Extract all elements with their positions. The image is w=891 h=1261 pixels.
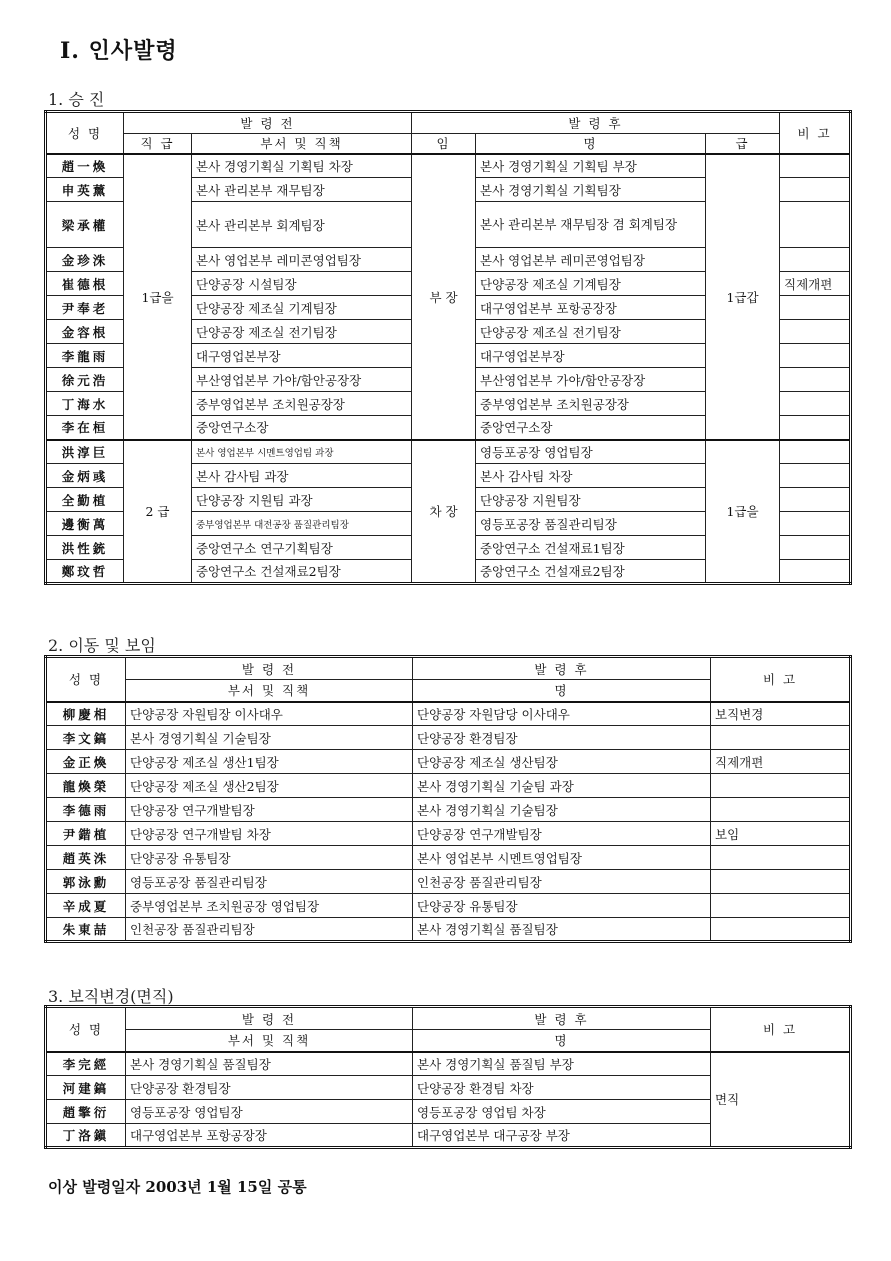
- note-cell: [711, 870, 851, 894]
- after-cell: 본사 영업본부 시멘트영업팀장: [413, 846, 711, 870]
- name-cell: 李在桓: [46, 416, 124, 440]
- note-cell: [780, 464, 851, 488]
- after-cell: 단양공장 제조실 생산팀장: [413, 750, 711, 774]
- name-cell: 洪淳巨: [46, 440, 124, 464]
- name-cell: 洪性銃: [46, 536, 124, 560]
- name-cell: 邊衡萬: [46, 512, 124, 536]
- name-cell: 尹奉老: [46, 296, 124, 320]
- note-cell: [780, 154, 851, 178]
- header-dept: 부서 및 직책: [192, 134, 412, 154]
- note-cell: [780, 512, 851, 536]
- name-cell: 鄭玟哲: [46, 560, 124, 584]
- header-after: 발 령 후: [413, 1007, 711, 1030]
- note-cell: [780, 488, 851, 512]
- note-cell: [780, 320, 851, 344]
- header-note: 비 고: [780, 112, 851, 154]
- table-row: [46, 774, 851, 798]
- before-cell: 인천공장 품질관리팀장: [126, 918, 413, 942]
- section-heading-change: 3. 보직변경(면직): [48, 987, 174, 1006]
- before-cell: 대구영업본부 포항공장장: [126, 1124, 413, 1148]
- note-cell: [780, 248, 851, 272]
- page-title: Ⅰ. 인사발령: [60, 38, 178, 64]
- note-cell: [780, 392, 851, 416]
- after-cell: 단양공장 연구개발팀장: [413, 822, 711, 846]
- header-dept: 부서 및 직책: [126, 680, 413, 702]
- name-cell: 全勤植: [46, 488, 124, 512]
- after-cell: 본사 경영기획실 품질팀장: [413, 918, 711, 942]
- header-note: 비 고: [711, 1007, 851, 1052]
- name-cell: 梁承權: [46, 202, 124, 248]
- name-cell: 柳慶相: [46, 702, 126, 726]
- before-cell: 본사 경영기획실 기술팀장: [126, 726, 413, 750]
- note-cell: [711, 774, 851, 798]
- note-cell: [780, 440, 851, 464]
- note-cell: [711, 726, 851, 750]
- note-cell: [711, 798, 851, 822]
- note-cell: [711, 846, 851, 870]
- name-cell: 朱東喆: [46, 918, 126, 942]
- before-cell: 본사 관리본부 회계팀장: [192, 202, 412, 248]
- note-cell: 보임: [711, 822, 851, 846]
- note-cell: [780, 560, 851, 584]
- table-row: [46, 894, 851, 918]
- name-cell: 李完經: [46, 1052, 126, 1076]
- name-cell: 申英薰: [46, 178, 124, 202]
- header-name: 성 명: [46, 112, 124, 154]
- after-cell: 본사 경영기획실 기획팀 부장: [476, 154, 706, 178]
- note-cell: 직제개편: [711, 750, 851, 774]
- header-note: 비 고: [711, 657, 851, 702]
- name-cell: 李文鎬: [46, 726, 126, 750]
- name-cell: 郭泳勳: [46, 870, 126, 894]
- name-cell: 河建鎬: [46, 1076, 126, 1100]
- table-row: [46, 702, 851, 726]
- before-cell: 중앙연구소 건설재료2팀장: [192, 560, 412, 584]
- before-cell: 본사 경영기획실 품질팀장: [126, 1052, 413, 1076]
- after-cell: 단양공장 제조실 기계팀장: [476, 272, 706, 296]
- after-cell: 단양공장 자원담당 이사대우: [413, 702, 711, 726]
- before-cell: 본사 감사팀 과장: [192, 464, 412, 488]
- note-cell: [711, 894, 851, 918]
- before-cell: 단양공장 유통팀장: [126, 846, 413, 870]
- note-cell: [780, 178, 851, 202]
- header-after: 발 령 후: [413, 657, 711, 680]
- grade-after-cell: 1급을: [706, 440, 780, 584]
- after-cell: 본사 관리본부 재무팀장 겸 회계팀장: [476, 202, 706, 248]
- table-row: [46, 750, 851, 774]
- after-cell: 중앙연구소 건설재료2팀장: [476, 560, 706, 584]
- name-cell: 徐元浩: [46, 368, 124, 392]
- header-name: 성 명: [46, 1007, 126, 1052]
- section-heading-promotion: 1. 승 진: [48, 90, 105, 109]
- after-cell: 본사 경영기획실 기술팀장: [413, 798, 711, 822]
- name-cell: 龍煥榮: [46, 774, 126, 798]
- table-row: [46, 870, 851, 894]
- table-row: [46, 918, 851, 942]
- before-cell: 단양공장 제조실 생산2팀장: [126, 774, 413, 798]
- header-grade: 직 급: [124, 134, 192, 154]
- header-before: 발 령 전: [126, 1007, 413, 1030]
- before-cell: 부산영업본부 가야/함안공장장: [192, 368, 412, 392]
- note-cell: [711, 918, 851, 942]
- after-cell: 대구영업본부 포항공장장: [476, 296, 706, 320]
- note-cell: [780, 536, 851, 560]
- before-cell: 대구영업본부장: [192, 344, 412, 368]
- before-cell: 중앙연구소 연구기획팀장: [192, 536, 412, 560]
- before-cell: 본사 영업본부 시멘트영업팀 과장: [192, 440, 412, 464]
- name-cell: 丁洛鎭: [46, 1124, 126, 1148]
- before-cell: 본사 관리본부 재무팀장: [192, 178, 412, 202]
- after-cell: 본사 감사팀 차장: [476, 464, 706, 488]
- before-cell: 본사 경영기획실 기획팀 차장: [192, 154, 412, 178]
- before-cell: 단양공장 연구개발팀 차장: [126, 822, 413, 846]
- header-post: 명: [476, 134, 706, 154]
- note-cell: 면직: [711, 1052, 851, 1148]
- name-cell: 尹鍇植: [46, 822, 126, 846]
- name-cell: 金正煥: [46, 750, 126, 774]
- before-cell: 영등포공장 영업팀장: [126, 1100, 413, 1124]
- before-cell: 영등포공장 품질관리팀장: [126, 870, 413, 894]
- name-cell: 金珍洙: [46, 248, 124, 272]
- after-cell: 본사 영업본부 레미콘영업팀장: [476, 248, 706, 272]
- table-row: [46, 726, 851, 750]
- grade-after-cell: 1급갑: [706, 154, 780, 440]
- name-cell: 崔德根: [46, 272, 124, 296]
- rank-cell: 차 장: [412, 440, 476, 584]
- before-cell: 단양공장 제조실 기계팀장: [192, 296, 412, 320]
- header-rank: 임: [412, 134, 476, 154]
- before-cell: 중부영업본부 조치원공장 영업팀장: [126, 894, 413, 918]
- before-cell: 단양공장 자원팀장 이사대우: [126, 702, 413, 726]
- footer-note: 이상 발령일자 2003년 1월 15일 공통: [48, 1178, 307, 1196]
- header-after: 발 령 후: [412, 112, 780, 134]
- note-cell: [780, 416, 851, 440]
- header-name: 성 명: [46, 657, 126, 702]
- before-cell: 중앙연구소장: [192, 416, 412, 440]
- name-cell: 辛成夏: [46, 894, 126, 918]
- name-cell: 趙一煥: [46, 154, 124, 178]
- before-cell: 중부영업본부 조치원공장장: [192, 392, 412, 416]
- name-cell: 趙擎衍: [46, 1100, 126, 1124]
- header-before: 발 령 전: [124, 112, 412, 134]
- before-cell: 단양공장 환경팀장: [126, 1076, 413, 1100]
- after-cell: 인천공장 품질관리팀장: [413, 870, 711, 894]
- before-cell: 단양공장 연구개발팀장: [126, 798, 413, 822]
- note-cell: [780, 202, 851, 248]
- before-cell: 단양공장 제조실 생산1팀장: [126, 750, 413, 774]
- after-cell: 본사 경영기획실 품질팀 부장: [413, 1052, 711, 1076]
- name-cell: 李德雨: [46, 798, 126, 822]
- table-row: [46, 822, 851, 846]
- after-cell: 영등포공장 영업팀장: [476, 440, 706, 464]
- after-cell: 본사 경영기획실 기술팀 과장: [413, 774, 711, 798]
- after-cell: 영등포공장 품질관리팀장: [476, 512, 706, 536]
- after-cell: 중부영업본부 조치원공장장: [476, 392, 706, 416]
- after-cell: 대구영업본부 대구공장 부장: [413, 1124, 711, 1148]
- after-cell: 단양공장 지원팀장: [476, 488, 706, 512]
- note-cell: 보직변경: [711, 702, 851, 726]
- note-cell: [780, 296, 851, 320]
- promotion-table: [44, 110, 852, 585]
- name-cell: 趙英洙: [46, 846, 126, 870]
- rank-cell: 부 장: [412, 154, 476, 440]
- after-cell: 단양공장 유통팀장: [413, 894, 711, 918]
- before-cell: 중부영업본부 대전공장 품질관리팀장: [192, 512, 412, 536]
- header-post: 명: [413, 1030, 711, 1052]
- after-cell: 단양공장 환경팀 차장: [413, 1076, 711, 1100]
- after-cell: 중앙연구소장: [476, 416, 706, 440]
- table-row: [46, 846, 851, 870]
- note-cell: [780, 344, 851, 368]
- after-cell: 중앙연구소 건설재료1팀장: [476, 536, 706, 560]
- note-cell: [780, 368, 851, 392]
- name-cell: 李龍雨: [46, 344, 124, 368]
- table-row: [46, 798, 851, 822]
- transfer-table: [44, 655, 852, 943]
- grade-cell: 2 급: [124, 440, 192, 584]
- name-cell: 丁海水: [46, 392, 124, 416]
- change-table: [44, 1005, 852, 1149]
- after-cell: 단양공장 환경팀장: [413, 726, 711, 750]
- header-before: 발 령 전: [126, 657, 413, 680]
- header-grade-after: 급: [706, 134, 780, 154]
- name-cell: 金炳彧: [46, 464, 124, 488]
- header-dept: 부서 및 직책: [126, 1030, 413, 1052]
- before-cell: 본사 영업본부 레미콘영업팀장: [192, 248, 412, 272]
- after-cell: 부산영업본부 가야/함안공장장: [476, 368, 706, 392]
- before-cell: 단양공장 지원팀 과장: [192, 488, 412, 512]
- section-heading-transfer: 2. 이동 및 보임: [48, 636, 156, 655]
- grade-cell: 1급을: [124, 154, 192, 440]
- after-cell: 단양공장 제조실 전기팀장: [476, 320, 706, 344]
- before-cell: 단양공장 제조실 전기팀장: [192, 320, 412, 344]
- before-cell: 단양공장 시설팀장: [192, 272, 412, 296]
- header-post: 명: [413, 680, 711, 702]
- after-cell: 대구영업본부장: [476, 344, 706, 368]
- after-cell: 본사 경영기획실 기획팀장: [476, 178, 706, 202]
- name-cell: 金容根: [46, 320, 124, 344]
- note-cell: 직제개편: [780, 272, 851, 296]
- after-cell: 영등포공장 영업팀 차장: [413, 1100, 711, 1124]
